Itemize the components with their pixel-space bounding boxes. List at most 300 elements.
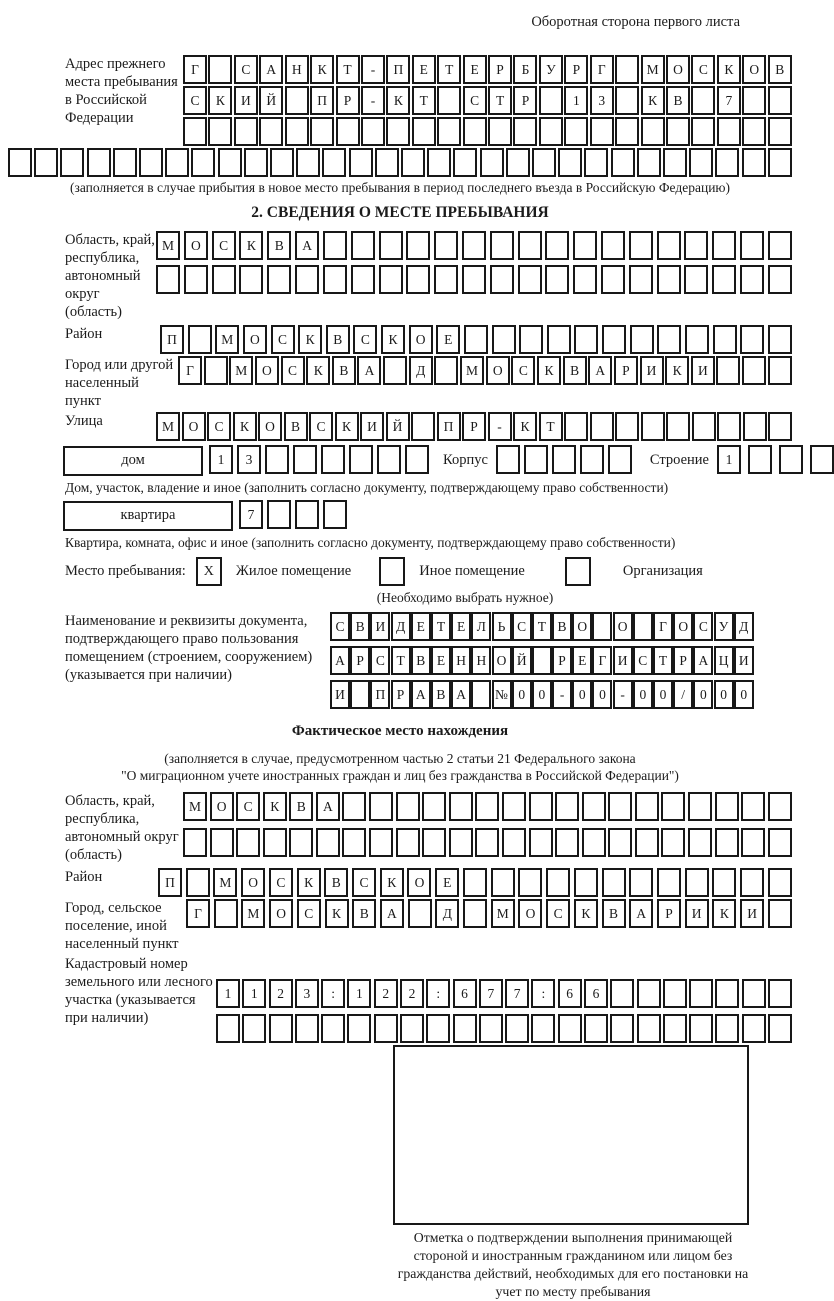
char-cell[interactable] [564, 117, 588, 146]
char-cell[interactable] [8, 148, 32, 177]
char-cell[interactable] [210, 828, 234, 857]
char-cell[interactable]: С [352, 868, 376, 897]
char-cell[interactable] [234, 117, 258, 146]
char-cell[interactable]: М [156, 231, 180, 260]
char-cell[interactable] [768, 899, 792, 928]
char-cell[interactable] [342, 792, 366, 821]
char-cell[interactable]: С [234, 55, 258, 84]
char-cell[interactable] [715, 1014, 739, 1043]
char-cell[interactable]: И [640, 356, 664, 385]
char-cell[interactable]: : [321, 979, 345, 1008]
char-cell[interactable]: И [685, 899, 709, 928]
char-cell[interactable] [377, 445, 401, 474]
char-cell[interactable] [471, 680, 491, 709]
char-cell[interactable]: О [409, 325, 433, 354]
char-cell[interactable] [350, 680, 370, 709]
char-cell[interactable] [684, 231, 708, 260]
char-cell[interactable]: Р [657, 899, 681, 928]
char-cell[interactable]: О [742, 55, 766, 84]
char-cell[interactable] [685, 325, 709, 354]
char-cell[interactable] [715, 148, 739, 177]
char-cell[interactable]: В [284, 412, 308, 441]
char-cell[interactable] [580, 445, 604, 474]
char-cell[interactable]: В [352, 899, 376, 928]
char-cell[interactable] [386, 117, 410, 146]
char-cell[interactable] [768, 412, 792, 441]
char-cell[interactable]: Р [336, 86, 360, 115]
char-cell[interactable] [475, 792, 499, 821]
char-cell[interactable] [768, 325, 792, 354]
char-cell[interactable]: В [666, 86, 690, 115]
char-cell[interactable] [555, 792, 579, 821]
char-cell[interactable]: М [156, 412, 180, 441]
char-cell[interactable] [519, 325, 543, 354]
char-cell[interactable]: Р [564, 55, 588, 84]
char-cell[interactable]: С [511, 356, 535, 385]
char-cell[interactable]: Е [572, 646, 592, 675]
char-cell[interactable] [369, 828, 393, 857]
char-cell[interactable] [316, 828, 340, 857]
char-cell[interactable] [323, 500, 347, 529]
char-cell[interactable]: Р [350, 646, 370, 675]
char-cell[interactable] [488, 117, 512, 146]
char-cell[interactable]: 0 [572, 680, 592, 709]
char-cell[interactable]: К [335, 412, 359, 441]
char-cell[interactable] [689, 1014, 713, 1043]
char-cell[interactable] [716, 356, 740, 385]
char-cell[interactable] [437, 117, 461, 146]
char-cell[interactable] [663, 1014, 687, 1043]
char-cell[interactable]: О [673, 612, 693, 641]
char-cell[interactable]: О [613, 612, 633, 641]
char-cell[interactable] [269, 1014, 293, 1043]
char-cell[interactable] [615, 55, 639, 84]
char-cell[interactable]: 7 [239, 500, 263, 529]
char-cell[interactable] [637, 979, 661, 1008]
char-cell[interactable]: К [263, 792, 287, 821]
char-cell[interactable]: Т [653, 646, 673, 675]
char-cell[interactable]: О [666, 55, 690, 84]
char-cell[interactable]: № [492, 680, 512, 709]
char-cell[interactable] [453, 1014, 477, 1043]
char-cell[interactable] [715, 792, 739, 821]
char-cell[interactable] [369, 792, 393, 821]
char-cell[interactable]: К [717, 55, 741, 84]
char-cell[interactable] [691, 117, 715, 146]
char-cell[interactable] [323, 231, 347, 260]
char-cell[interactable]: А [629, 899, 653, 928]
char-cell[interactable]: П [370, 680, 390, 709]
char-cell[interactable] [590, 412, 614, 441]
char-cell[interactable]: К [665, 356, 689, 385]
char-cell[interactable] [547, 325, 571, 354]
char-cell[interactable]: К [306, 356, 330, 385]
char-cell[interactable]: П [386, 55, 410, 84]
char-cell[interactable]: Г [590, 55, 614, 84]
char-cell[interactable]: Ь [492, 612, 512, 641]
char-cell[interactable] [183, 117, 207, 146]
char-cell[interactable]: 0 [592, 680, 612, 709]
char-cell[interactable] [462, 265, 486, 294]
char-cell[interactable]: К [208, 86, 232, 115]
stay-checkbox-inoe[interactable] [379, 557, 405, 586]
char-cell[interactable]: Т [412, 86, 436, 115]
char-cell[interactable] [464, 325, 488, 354]
char-cell[interactable] [637, 148, 661, 177]
char-cell[interactable] [406, 231, 430, 260]
char-cell[interactable]: О [210, 792, 234, 821]
char-cell[interactable] [637, 1014, 661, 1043]
char-cell[interactable] [666, 117, 690, 146]
char-cell[interactable]: Н [451, 646, 471, 675]
char-cell[interactable]: И [360, 412, 384, 441]
char-cell[interactable] [208, 55, 232, 84]
char-cell[interactable]: А [693, 646, 713, 675]
char-cell[interactable] [742, 148, 766, 177]
char-cell[interactable]: Д [734, 612, 754, 641]
char-cell[interactable]: М [229, 356, 253, 385]
char-cell[interactable]: 1 [209, 445, 233, 474]
char-cell[interactable]: Г [653, 612, 673, 641]
char-cell[interactable]: С [183, 86, 207, 115]
char-cell[interactable] [244, 148, 268, 177]
char-cell[interactable] [641, 117, 665, 146]
char-cell[interactable] [463, 117, 487, 146]
char-cell[interactable]: Д [435, 899, 459, 928]
char-cell[interactable]: : [531, 979, 555, 1008]
char-cell[interactable]: А [357, 356, 381, 385]
char-cell[interactable] [183, 828, 207, 857]
char-cell[interactable]: О [486, 356, 510, 385]
char-cell[interactable] [610, 1014, 634, 1043]
char-cell[interactable]: Е [463, 55, 487, 84]
char-cell[interactable] [717, 412, 741, 441]
char-cell[interactable] [479, 1014, 503, 1043]
char-cell[interactable] [552, 445, 576, 474]
char-cell[interactable] [496, 445, 520, 474]
char-cell[interactable] [427, 148, 451, 177]
char-cell[interactable]: Р [488, 55, 512, 84]
char-cell[interactable] [608, 445, 632, 474]
char-cell[interactable] [490, 231, 514, 260]
char-cell[interactable] [615, 117, 639, 146]
char-cell[interactable] [165, 148, 189, 177]
char-cell[interactable] [285, 86, 309, 115]
char-cell[interactable] [564, 412, 588, 441]
char-cell[interactable]: 1 [564, 86, 588, 115]
char-cell[interactable] [740, 325, 764, 354]
char-cell[interactable] [351, 231, 375, 260]
char-cell[interactable] [449, 792, 473, 821]
char-cell[interactable]: 2 [374, 979, 398, 1008]
char-cell[interactable] [492, 325, 516, 354]
char-cell[interactable] [406, 265, 430, 294]
char-cell[interactable] [531, 1014, 555, 1043]
char-cell[interactable]: В [324, 868, 348, 897]
char-cell[interactable]: О [184, 231, 208, 260]
char-cell[interactable] [717, 117, 741, 146]
char-cell[interactable]: И [234, 86, 258, 115]
char-cell[interactable] [336, 117, 360, 146]
char-cell[interactable] [34, 148, 58, 177]
char-cell[interactable]: О [255, 356, 279, 385]
char-cell[interactable] [375, 148, 399, 177]
char-cell[interactable]: И [734, 646, 754, 675]
char-cell[interactable] [712, 265, 736, 294]
char-cell[interactable] [574, 868, 598, 897]
char-cell[interactable]: 6 [558, 979, 582, 1008]
char-cell[interactable]: К [513, 412, 537, 441]
char-cell[interactable]: Т [532, 612, 552, 641]
char-cell[interactable] [743, 412, 767, 441]
char-cell[interactable] [582, 792, 606, 821]
char-cell[interactable]: К [386, 86, 410, 115]
char-cell[interactable] [87, 148, 111, 177]
char-cell[interactable]: 0 [512, 680, 532, 709]
char-cell[interactable] [713, 325, 737, 354]
char-cell[interactable] [688, 828, 712, 857]
char-cell[interactable] [518, 868, 542, 897]
char-cell[interactable]: Н [471, 646, 491, 675]
char-cell[interactable] [684, 265, 708, 294]
char-cell[interactable] [422, 828, 446, 857]
char-cell[interactable]: А [295, 231, 319, 260]
char-cell[interactable] [293, 445, 317, 474]
char-cell[interactable] [663, 979, 687, 1008]
char-cell[interactable]: Г [186, 899, 210, 928]
char-cell[interactable] [592, 612, 612, 641]
char-cell[interactable] [239, 265, 263, 294]
char-cell[interactable]: 0 [633, 680, 653, 709]
char-cell[interactable]: / [673, 680, 693, 709]
char-cell[interactable]: Г [178, 356, 202, 385]
char-cell[interactable] [689, 148, 713, 177]
char-cell[interactable]: 3 [237, 445, 261, 474]
char-cell[interactable]: С [693, 612, 713, 641]
char-cell[interactable] [663, 148, 687, 177]
char-cell[interactable] [186, 868, 210, 897]
char-cell[interactable] [400, 1014, 424, 1043]
char-cell[interactable] [635, 792, 659, 821]
char-cell[interactable]: Е [411, 612, 431, 641]
char-cell[interactable] [411, 412, 435, 441]
char-cell[interactable]: О [269, 899, 293, 928]
char-cell[interactable]: Р [391, 680, 411, 709]
char-cell[interactable]: М [213, 868, 237, 897]
char-cell[interactable] [629, 231, 653, 260]
char-cell[interactable] [289, 828, 313, 857]
char-cell[interactable]: В [267, 231, 291, 260]
char-cell[interactable] [321, 445, 345, 474]
char-cell[interactable] [555, 828, 579, 857]
char-cell[interactable] [434, 231, 458, 260]
char-cell[interactable] [539, 86, 563, 115]
char-cell[interactable]: В [350, 612, 370, 641]
char-cell[interactable] [296, 148, 320, 177]
char-cell[interactable] [323, 265, 347, 294]
char-cell[interactable]: Е [436, 325, 460, 354]
char-cell[interactable] [715, 828, 739, 857]
char-cell[interactable] [573, 231, 597, 260]
char-cell[interactable] [611, 148, 635, 177]
char-cell[interactable] [692, 412, 716, 441]
char-cell[interactable] [532, 646, 552, 675]
char-cell[interactable] [546, 868, 570, 897]
char-cell[interactable] [582, 828, 606, 857]
char-cell[interactable] [218, 148, 242, 177]
char-cell[interactable]: О [243, 325, 267, 354]
char-cell[interactable]: Ц [714, 646, 734, 675]
char-cell[interactable] [412, 117, 436, 146]
char-cell[interactable] [463, 868, 487, 897]
char-cell[interactable] [379, 265, 403, 294]
char-cell[interactable]: А [380, 899, 404, 928]
char-cell[interactable] [285, 117, 309, 146]
char-cell[interactable]: 0 [734, 680, 754, 709]
char-cell[interactable] [768, 86, 792, 115]
char-cell[interactable]: С [269, 868, 293, 897]
char-cell[interactable]: К [239, 231, 263, 260]
char-cell[interactable] [184, 265, 208, 294]
char-cell[interactable]: М [215, 325, 239, 354]
char-cell[interactable] [768, 792, 792, 821]
char-cell[interactable]: - [488, 412, 512, 441]
char-cell[interactable]: В [431, 680, 451, 709]
char-cell[interactable]: В [411, 646, 431, 675]
char-cell[interactable]: Й [512, 646, 532, 675]
char-cell[interactable]: С [463, 86, 487, 115]
char-cell[interactable]: И [740, 899, 764, 928]
char-cell[interactable]: К [537, 356, 561, 385]
char-cell[interactable] [463, 899, 487, 928]
char-cell[interactable] [426, 1014, 450, 1043]
char-cell[interactable] [768, 1014, 792, 1043]
char-cell[interactable]: Р [673, 646, 693, 675]
char-cell[interactable]: К [310, 55, 334, 84]
char-cell[interactable] [349, 445, 373, 474]
char-cell[interactable]: Е [451, 612, 471, 641]
char-cell[interactable]: А [451, 680, 471, 709]
char-cell[interactable] [310, 117, 334, 146]
char-cell[interactable]: С [370, 646, 390, 675]
char-cell[interactable] [379, 231, 403, 260]
char-cell[interactable] [712, 231, 736, 260]
char-cell[interactable] [608, 828, 632, 857]
char-cell[interactable]: Р [614, 356, 638, 385]
char-cell[interactable] [434, 356, 458, 385]
char-cell[interactable]: А [588, 356, 612, 385]
char-cell[interactable]: Й [259, 86, 283, 115]
char-cell[interactable] [502, 828, 526, 857]
char-cell[interactable]: Б [513, 55, 537, 84]
char-cell[interactable]: И [370, 612, 390, 641]
char-cell[interactable] [518, 265, 542, 294]
char-cell[interactable]: О [241, 868, 265, 897]
char-cell[interactable]: 6 [453, 979, 477, 1008]
char-cell[interactable] [601, 231, 625, 260]
char-cell[interactable]: 1 [347, 979, 371, 1008]
char-cell[interactable] [768, 356, 792, 385]
char-cell[interactable]: А [316, 792, 340, 821]
char-cell[interactable] [558, 148, 582, 177]
char-cell[interactable]: Г [183, 55, 207, 84]
char-cell[interactable] [532, 148, 556, 177]
char-cell[interactable]: С [633, 646, 653, 675]
char-cell[interactable] [657, 325, 681, 354]
char-cell[interactable] [539, 117, 563, 146]
char-cell[interactable] [590, 117, 614, 146]
char-cell[interactable] [518, 231, 542, 260]
char-cell[interactable]: В [602, 899, 626, 928]
char-cell[interactable]: Е [412, 55, 436, 84]
char-cell[interactable]: - [361, 55, 385, 84]
char-cell[interactable] [405, 445, 429, 474]
char-cell[interactable]: М [641, 55, 665, 84]
char-cell[interactable] [480, 148, 504, 177]
char-cell[interactable]: С [546, 899, 570, 928]
char-cell[interactable] [741, 792, 765, 821]
char-cell[interactable]: 1 [242, 979, 266, 1008]
char-cell[interactable]: О [407, 868, 431, 897]
char-cell[interactable]: В [332, 356, 356, 385]
char-cell[interactable] [267, 500, 291, 529]
char-cell[interactable]: Й [386, 412, 410, 441]
char-cell[interactable] [295, 1014, 319, 1043]
char-cell[interactable] [641, 412, 665, 441]
char-cell[interactable]: А [259, 55, 283, 84]
char-cell[interactable] [396, 792, 420, 821]
char-cell[interactable]: Р [552, 646, 572, 675]
char-cell[interactable] [321, 1014, 345, 1043]
char-cell[interactable] [351, 265, 375, 294]
char-cell[interactable] [408, 899, 432, 928]
char-cell[interactable] [742, 117, 766, 146]
char-cell[interactable] [573, 265, 597, 294]
char-cell[interactable]: У [539, 55, 563, 84]
char-cell[interactable] [685, 868, 709, 897]
char-cell[interactable] [657, 868, 681, 897]
char-cell[interactable] [396, 828, 420, 857]
char-cell[interactable]: - [613, 680, 633, 709]
char-cell[interactable] [779, 445, 803, 474]
char-cell[interactable] [113, 148, 137, 177]
char-cell[interactable] [242, 1014, 266, 1043]
char-cell[interactable] [661, 828, 685, 857]
char-cell[interactable]: О [182, 412, 206, 441]
char-cell[interactable]: О [518, 899, 542, 928]
char-cell[interactable] [768, 868, 792, 897]
char-cell[interactable]: М [241, 899, 265, 928]
char-cell[interactable]: 7 [479, 979, 503, 1008]
char-cell[interactable] [216, 1014, 240, 1043]
char-cell[interactable] [191, 148, 215, 177]
char-cell[interactable]: Т [336, 55, 360, 84]
char-cell[interactable] [263, 828, 287, 857]
char-cell[interactable] [349, 148, 373, 177]
char-cell[interactable]: 3 [295, 979, 319, 1008]
char-cell[interactable] [602, 868, 626, 897]
char-cell[interactable]: И [330, 680, 350, 709]
stay-checkbox-org[interactable] [565, 557, 591, 586]
char-cell[interactable] [810, 445, 834, 474]
char-cell[interactable]: В [289, 792, 313, 821]
char-cell[interactable] [748, 445, 772, 474]
char-cell[interactable]: Е [435, 868, 459, 897]
char-cell[interactable] [615, 86, 639, 115]
char-cell[interactable] [322, 148, 346, 177]
char-cell[interactable]: С [271, 325, 295, 354]
char-cell[interactable]: 7 [717, 86, 741, 115]
